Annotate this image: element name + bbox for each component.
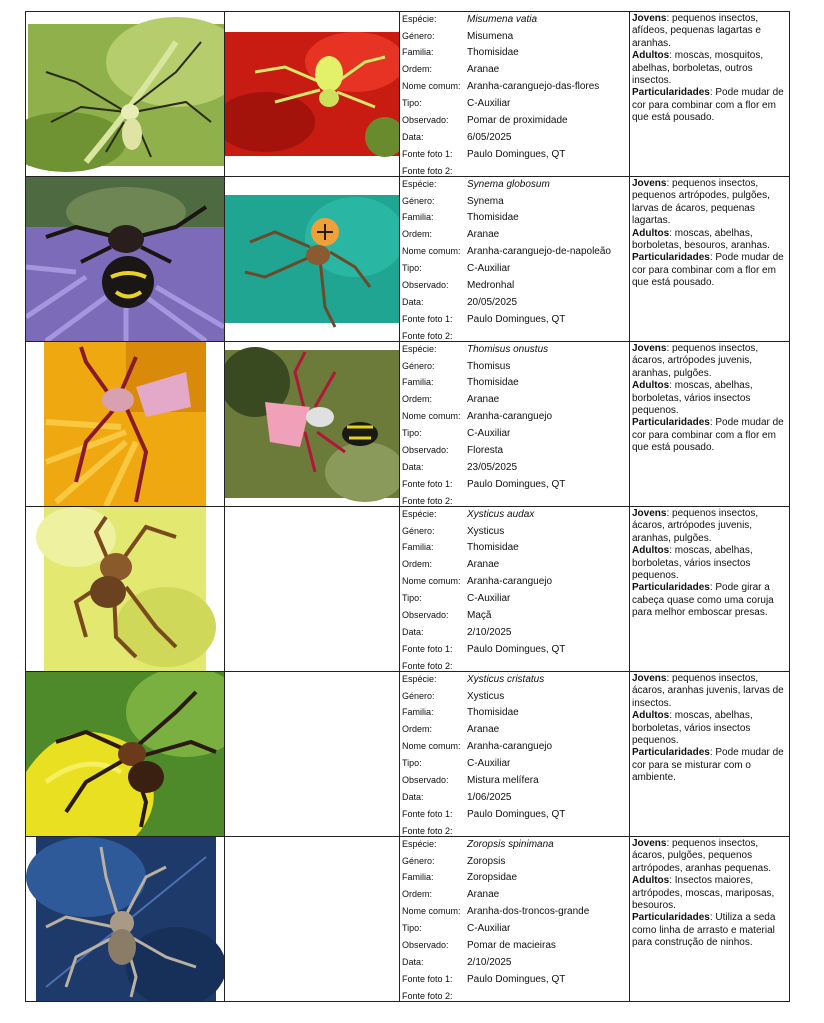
label-ordem: Ordem: <box>402 229 433 239</box>
taxonomy-cell <box>400 12 630 177</box>
label-nome-comum: Nome comum: <box>402 906 461 916</box>
label-nome-comum: Nome comum: <box>402 246 461 256</box>
label-tipo: Tipo: <box>402 923 422 933</box>
label-fonte2: Fonte foto 2: <box>402 661 453 671</box>
label-observado: Observado: <box>402 445 449 455</box>
value-nome-comum: Aranha-caranguejo-de-napoleão <box>467 246 611 257</box>
value-tipo: C-Auxiliar <box>467 758 511 769</box>
label-ordem: Ordem: <box>402 64 433 74</box>
label-observado: Observado: <box>402 775 449 785</box>
label-nome-comum: Nome comum: <box>402 741 461 751</box>
label-data: Data: <box>402 957 424 967</box>
label-especie: Espécie: <box>402 14 437 24</box>
value-especie: Thomisus onustus <box>467 344 549 355</box>
value-data: 23/05/2025 <box>467 462 518 473</box>
label-data: Data: <box>402 462 424 472</box>
value-tipo: C-Auxiliar <box>467 98 511 109</box>
label-fonte1: Fonte foto 1: <box>402 809 453 819</box>
value-genero: Synema <box>467 196 504 207</box>
taxonomy-cell <box>400 837 630 1002</box>
label-genero: Género: <box>402 31 435 41</box>
notes-cell <box>630 672 790 837</box>
label-fonte2: Fonte foto 2: <box>402 496 453 506</box>
species-table <box>25 11 790 1002</box>
label-data: Data: <box>402 297 424 307</box>
value-data: 20/05/2025 <box>467 297 518 308</box>
spider-photo <box>225 342 399 506</box>
label-data: Data: <box>402 792 424 802</box>
value-familia: Thomisidae <box>467 707 519 718</box>
label-fonte1: Fonte foto 1: <box>402 974 453 984</box>
label-familia: Familia: <box>402 707 434 717</box>
photo-1-cell <box>26 12 225 177</box>
value-ordem: Aranae <box>467 724 500 735</box>
label-tipo: Tipo: <box>402 593 422 603</box>
photo-2-cell <box>225 837 400 1002</box>
label-genero: Género: <box>402 196 435 206</box>
value-familia: Thomisidae <box>467 377 519 388</box>
label-familia: Familia: <box>402 377 434 387</box>
label-familia: Familia: <box>402 542 434 552</box>
value-especie: Zoropsis spinimana <box>467 839 554 850</box>
note-jovens: Jovens: pequenos insectos, ácaros, artrópodes juvenis, aranhas, pulgões. <box>632 343 759 379</box>
note-jovens: Jovens: pequenos insectos, afídeos, pequenas lagartas e aranhas. <box>632 13 761 49</box>
label-fonte1: Fonte foto 1: <box>402 314 453 324</box>
note-jovens: Jovens: pequenos insectos, ácaros, artrópodes juvenis, aranhas, pulgões. <box>632 508 759 544</box>
value-data: 6/05/2025 <box>467 132 512 143</box>
value-tipo: C-Auxiliar <box>467 593 511 604</box>
value-genero: Thomisus <box>467 361 511 372</box>
value-nome-comum: Aranha-caranguejo-das-flores <box>467 81 600 92</box>
label-especie: Espécie: <box>402 179 437 189</box>
value-fonte1: Paulo Domingues, QT <box>467 479 566 490</box>
value-ordem: Aranae <box>467 229 500 240</box>
spider-photo <box>26 342 224 506</box>
value-genero: Xysticus <box>467 691 505 702</box>
photo-1-cell <box>26 507 225 672</box>
note-particularidades: Particularidades: Utiliza a seda como linha de arrasto e material para construção de ninhos. <box>632 912 776 949</box>
label-tipo: Tipo: <box>402 98 422 108</box>
label-fonte2: Fonte foto 2: <box>402 991 453 1001</box>
photo-1-cell <box>26 672 225 837</box>
label-tipo: Tipo: <box>402 758 422 768</box>
value-observado: Pomar de macieiras <box>467 940 556 951</box>
label-fonte1: Fonte foto 1: <box>402 149 453 159</box>
label-tipo: Tipo: <box>402 263 422 273</box>
value-ordem: Aranae <box>467 394 500 405</box>
label-genero: Género: <box>402 361 435 371</box>
value-tipo: C-Auxiliar <box>467 923 511 934</box>
value-familia: Zoropsidae <box>467 872 518 883</box>
note-particularidades: Particularidades: Pode mudar de cor para combinar com a flor em que está pousado. <box>632 417 784 454</box>
photo-2-cell <box>225 342 400 507</box>
notes-cell <box>630 837 790 1002</box>
value-especie: Xysticus audax <box>467 509 535 520</box>
spider-photo <box>225 12 399 176</box>
value-fonte1: Paulo Domingues, QT <box>467 809 566 820</box>
note-adultos: Adultos: moscas, mosquitos, abelhas, borboletas, outros insectos. <box>632 50 764 87</box>
label-familia: Familia: <box>402 212 434 222</box>
note-particularidades: Particularidades: Pode mudar de cor para se misturar com o ambiente. <box>632 747 784 784</box>
taxonomy-cell <box>400 177 630 342</box>
photo-2-cell <box>225 672 400 837</box>
photo-1-cell <box>26 177 225 342</box>
label-ordem: Ordem: <box>402 559 433 569</box>
value-genero: Zoropsis <box>467 856 506 867</box>
table-row <box>26 12 790 177</box>
label-genero: Género: <box>402 856 435 866</box>
taxonomy-cell <box>400 672 630 837</box>
value-genero: Misumena <box>467 31 514 42</box>
value-observado: Floresta <box>467 445 504 456</box>
note-jovens: Jovens: pequenos insectos, pequenos artrópodes, pulgões, larvas de ácaros, pequenas lagartas. <box>632 178 770 227</box>
photo-1-cell <box>26 837 225 1002</box>
value-ordem: Aranae <box>467 559 500 570</box>
label-nome-comum: Nome comum: <box>402 81 461 91</box>
spider-photo <box>26 507 224 671</box>
taxonomy-cell <box>400 342 630 507</box>
value-data: 2/10/2025 <box>467 627 512 638</box>
label-observado: Observado: <box>402 280 449 290</box>
value-especie: Synema globosum <box>467 179 550 190</box>
label-tipo: Tipo: <box>402 428 422 438</box>
label-data: Data: <box>402 627 424 637</box>
value-observado: Maçã <box>467 610 492 621</box>
value-tipo: C-Auxiliar <box>467 263 511 274</box>
value-genero: Xysticus <box>467 526 505 537</box>
label-especie: Espécie: <box>402 839 437 849</box>
table-row <box>26 177 790 342</box>
label-nome-comum: Nome comum: <box>402 576 461 586</box>
table-row <box>26 672 790 837</box>
notes-cell <box>630 342 790 507</box>
value-fonte1: Paulo Domingues, QT <box>467 644 566 655</box>
notes-cell <box>630 507 790 672</box>
value-observado: Medronhal <box>467 280 515 291</box>
value-observado: Pomar de proximidade <box>467 115 568 126</box>
value-nome-comum: Aranha-caranguejo <box>467 411 553 422</box>
note-adultos: Adultos: moscas, abelhas, borboletas, vários insectos pequenos. <box>632 545 753 582</box>
value-fonte1: Paulo Domingues, QT <box>467 974 566 985</box>
label-ordem: Ordem: <box>402 394 433 404</box>
spider-photo <box>26 12 224 176</box>
label-genero: Género: <box>402 526 435 536</box>
photo-2-cell <box>225 177 400 342</box>
photo-2-cell <box>225 12 400 177</box>
note-jovens: Jovens: pequenos insectos, ácaros, pulgões, pequenos artrópodes, aranhas pequenas. <box>632 838 771 874</box>
value-observado: Mistura melífera <box>467 775 539 786</box>
label-data: Data: <box>402 132 424 142</box>
label-fonte2: Fonte foto 2: <box>402 166 453 176</box>
value-ordem: Aranae <box>467 889 500 900</box>
label-genero: Género: <box>402 691 435 701</box>
notes-cell <box>630 177 790 342</box>
value-especie: Xysticus cristatus <box>467 674 545 685</box>
label-ordem: Ordem: <box>402 889 433 899</box>
label-fonte2: Fonte foto 2: <box>402 826 453 836</box>
note-adultos: Adultos: Insectos maiores, artrópodes, moscas, mariposas, besouros. <box>632 875 775 912</box>
label-fonte1: Fonte foto 1: <box>402 479 453 489</box>
value-nome-comum: Aranha-caranguejo <box>467 741 553 752</box>
value-especie: Misumena vatia <box>467 14 538 25</box>
value-familia: Thomisidae <box>467 542 519 553</box>
value-data: 2/10/2025 <box>467 957 512 968</box>
value-fonte1: Paulo Domingues, QT <box>467 149 566 160</box>
label-observado: Observado: <box>402 940 449 950</box>
label-observado: Observado: <box>402 115 449 125</box>
table-row <box>26 837 790 1002</box>
label-familia: Familia: <box>402 47 434 57</box>
spider-photo <box>26 672 224 836</box>
table-row <box>26 507 790 672</box>
note-adultos: Adultos: moscas, abelhas, borboletas, vários insectos pequenos. <box>632 710 753 747</box>
note-particularidades: Particularidades: Pode girar a cabeça quase como uma coruja para melhor emboscar presas. <box>632 582 774 619</box>
note-adultos: Adultos: moscas, abelhas, borboletas, vários insectos pequenos. <box>632 380 753 417</box>
label-fonte2: Fonte foto 2: <box>402 331 453 341</box>
label-especie: Espécie: <box>402 344 437 354</box>
value-ordem: Aranae <box>467 64 500 75</box>
note-jovens: Jovens: pequenos insectos, ácaros, aranhas juvenis, larvas de insectos. <box>632 673 784 709</box>
spider-photo <box>26 837 224 1001</box>
note-particularidades: Particularidades: Pode mudar de cor para combinar com a flor em que está pousado. <box>632 87 784 124</box>
value-familia: Thomisidae <box>467 212 519 223</box>
label-familia: Familia: <box>402 872 434 882</box>
value-familia: Thomisidae <box>467 47 519 58</box>
value-tipo: C-Auxiliar <box>467 428 511 439</box>
table-row <box>26 342 790 507</box>
spider-photo <box>26 177 224 341</box>
value-data: 1/06/2025 <box>467 792 512 803</box>
label-especie: Espécie: <box>402 509 437 519</box>
value-nome-comum: Aranha-caranguejo <box>467 576 553 587</box>
note-adultos: Adultos: moscas, abelhas, borboletas, besouros, aranhas. <box>632 227 770 252</box>
label-fonte1: Fonte foto 1: <box>402 644 453 654</box>
taxonomy-cell <box>400 507 630 672</box>
value-fonte1: Paulo Domingues, QT <box>467 314 566 325</box>
note-particularidades: Particularidades: Pode mudar de cor para combinar com a flor em que está pousado. <box>632 252 784 289</box>
label-nome-comum: Nome comum: <box>402 411 461 421</box>
photo-1-cell <box>26 342 225 507</box>
notes-cell <box>630 12 790 177</box>
label-observado: Observado: <box>402 610 449 620</box>
value-nome-comum: Aranha-dos-troncos-grande <box>467 906 590 917</box>
photo-2-cell <box>225 507 400 672</box>
label-ordem: Ordem: <box>402 724 433 734</box>
label-especie: Espécie: <box>402 674 437 684</box>
spider-photo <box>225 177 399 341</box>
